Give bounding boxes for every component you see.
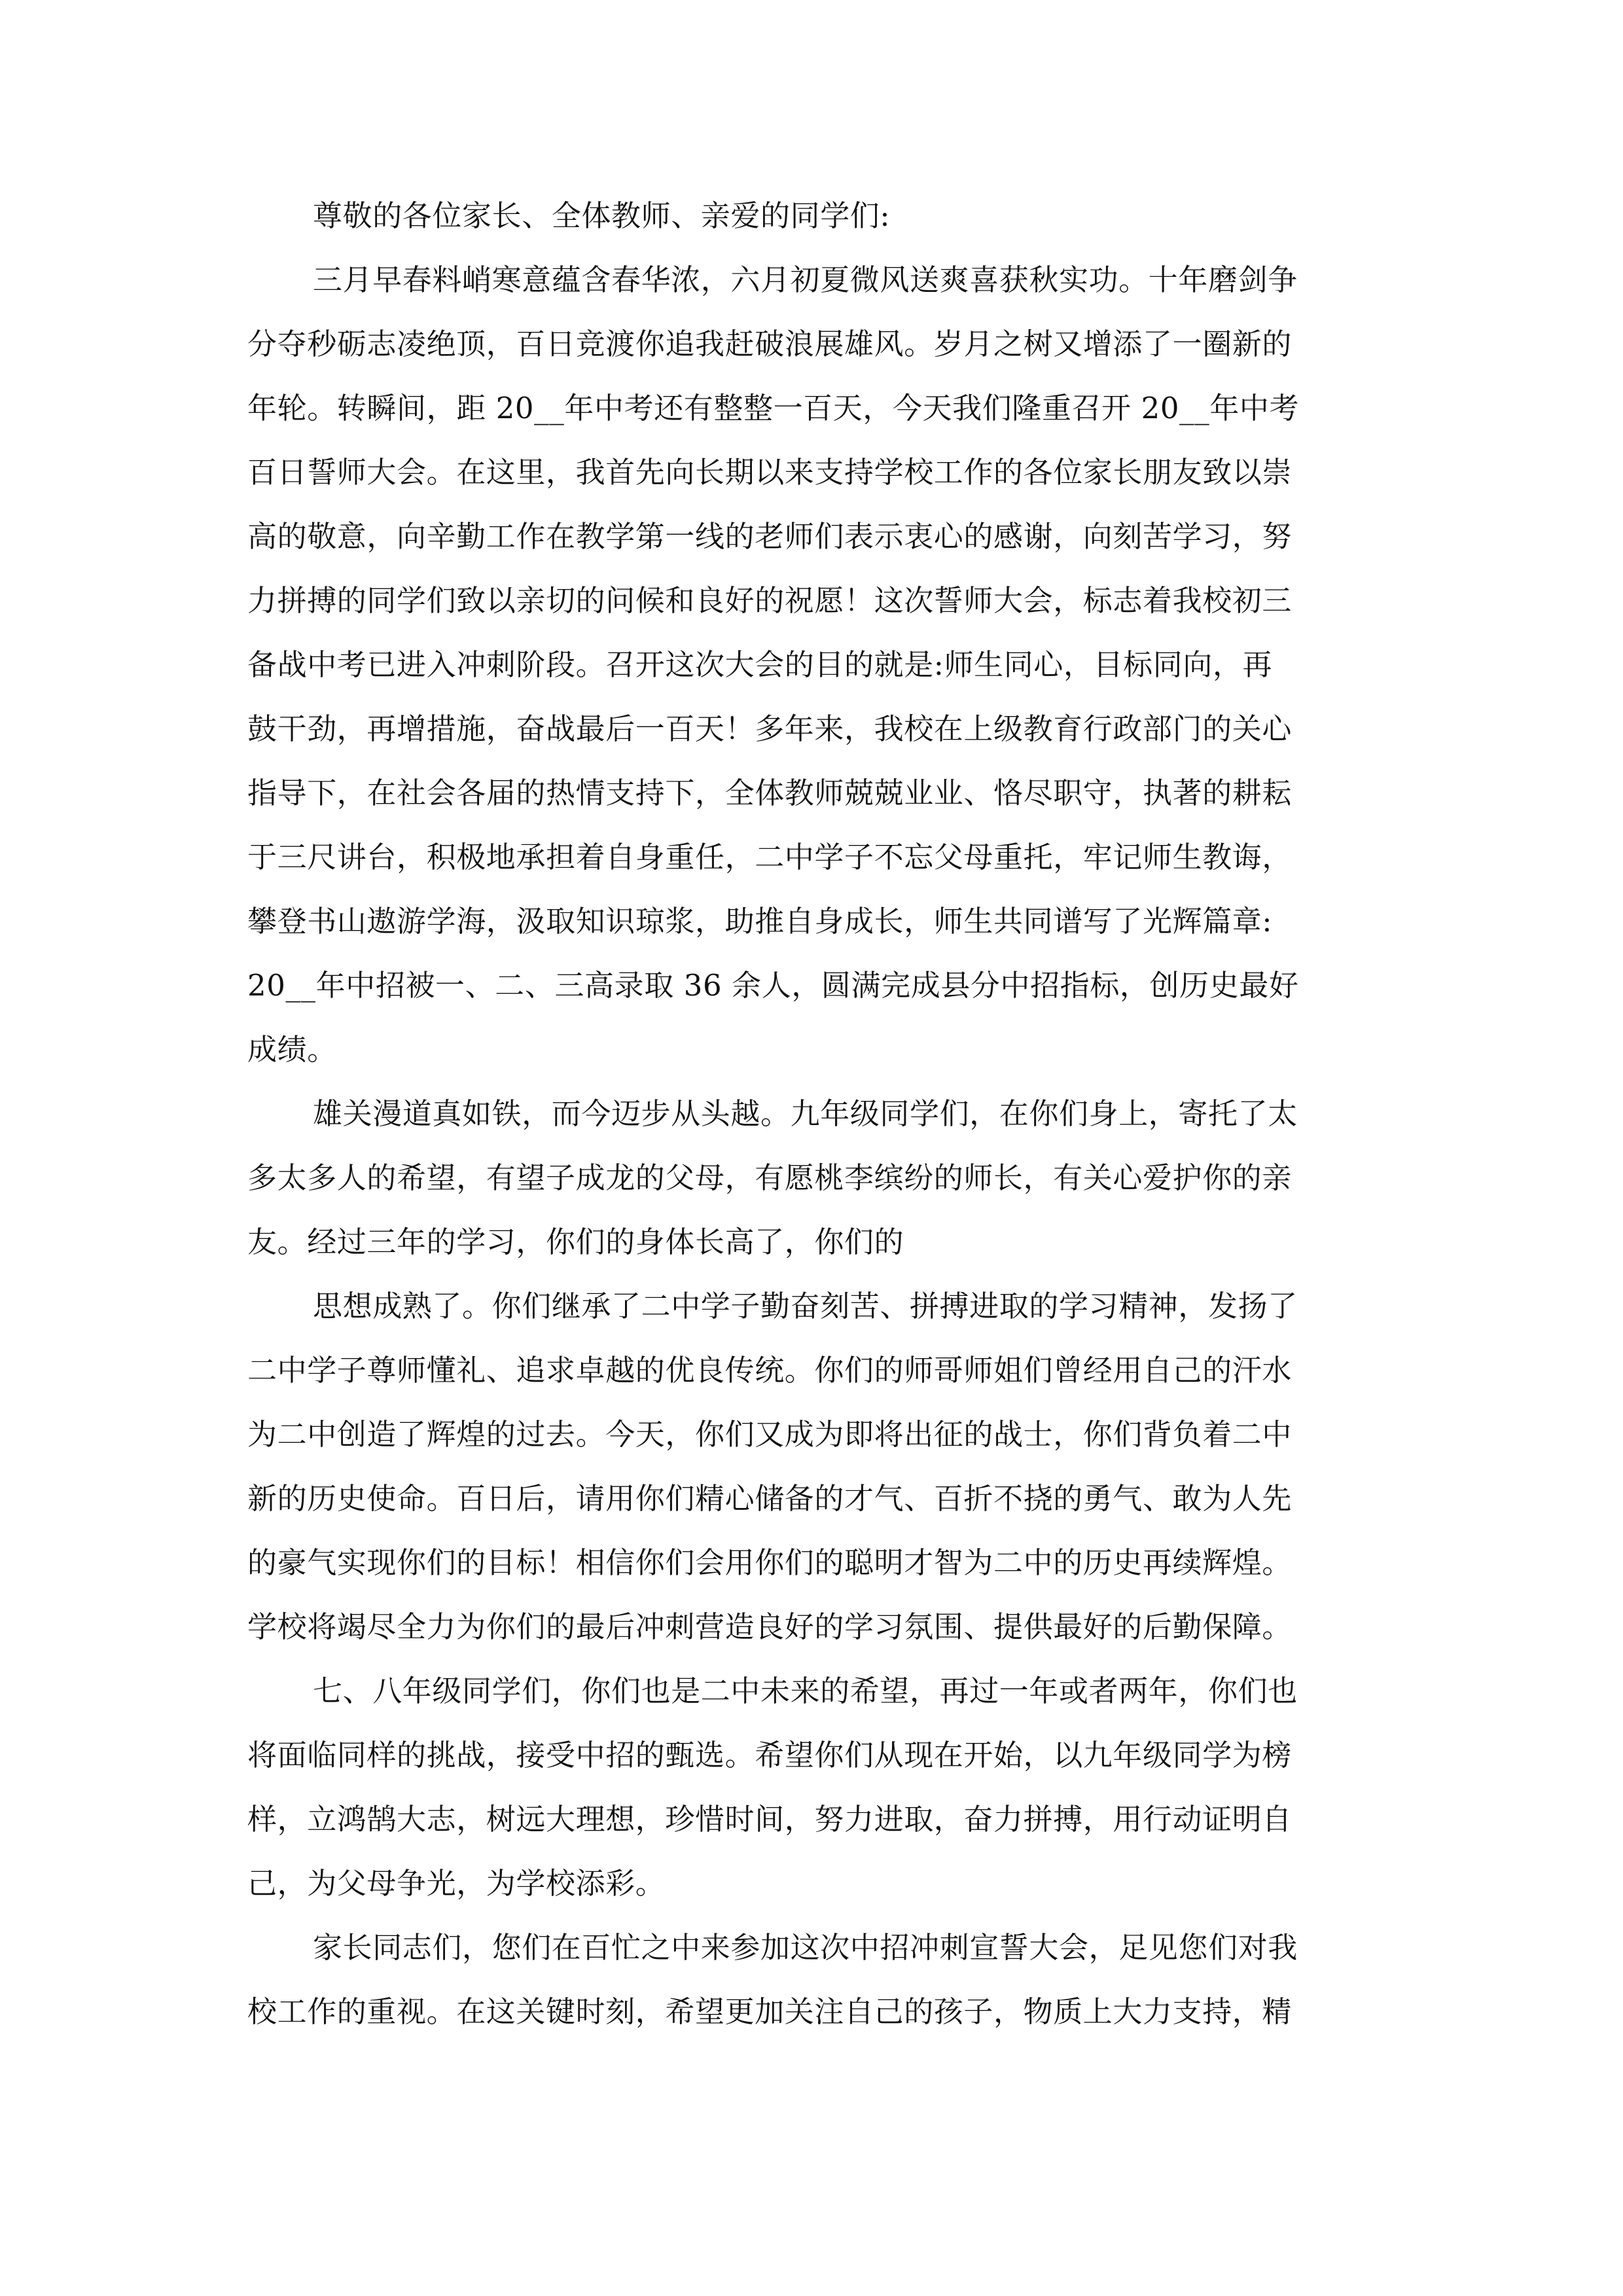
text-line: 友。经过三年的学习，你们的身体长高了，你们的 <box>247 1225 904 1259</box>
text-line: 样，立鸿鹄大志，树远大理想，珍惜时间，努力进取，奋力拼搏，用行动证明自 <box>247 1802 1293 1837</box>
text-line: 己，为父母争光，为学校添彩。 <box>247 1866 666 1901</box>
text-line: 二中学子尊师懂礼、追求卓越的优良传统。你们的师哥师姐们曾经用自己的汗水 <box>247 1353 1293 1388</box>
text-line: 将面临同样的挑战，接受中招的甄选。希望你们从现在开始，以九年级同学为榜 <box>247 1738 1293 1772</box>
text-line: 力拼搏的同学们致以亲切的问候和良好的祝愿！这次誓师大会，标志着我校初三 <box>247 583 1293 618</box>
text-line: 指导下，在社会各届的热情支持下，全体教师兢兢业业、恪尽职守，执著的耕耘 <box>247 776 1293 810</box>
text-line: 为二中创造了辉煌的过去。今天，你们又成为即将出征的战士，你们背负着二中 <box>247 1417 1293 1452</box>
salutation: 尊敬的各位家长、全体教师、亲爱的同学们: <box>313 198 891 233</box>
text-line: 备战中考已进入冲刺阶段。召开这次大会的目的就是:师生同心，目标同向，再 <box>247 647 1273 682</box>
text-line: 思想成熟了。你们继承了二中学子勤奋刻苦、拼搏进取的学习精神，发扬了 <box>313 1289 1298 1323</box>
text-line: 的豪气实现你们的目标！相信你们会用你们的聪明才智为二中的历史再续辉煌。 <box>247 1545 1293 1580</box>
text-line: 成绩。 <box>247 1032 337 1067</box>
text-line: 三月早春料峭寒意蕴含春华浓，六月初夏微风送爽喜获秋实功。十年磨剑争 <box>313 262 1298 297</box>
text-line: 多太多人的希望，有望子成龙的父母，有愿桃李缤纷的师长，有关心爱护你的亲 <box>247 1160 1293 1195</box>
text-line: 校工作的重视。在这关键时刻，希望更加关注自己的孩子，物质上大力支持，精 <box>247 1994 1293 2029</box>
text-line: 高的敬意，向辛勤工作在教学第一线的老师们表示衷心的感谢，向刻苦学习，努 <box>247 519 1293 554</box>
text-line: 攀登书山遨游学海，汲取知识琼浆，助推自身成长，师生共同谱写了光辉篇章: <box>247 904 1273 939</box>
text-line: 家长同志们，您们在百忙之中来参加这次中招冲刺宣誓大会，足见您们对我 <box>313 1930 1298 1965</box>
text-line: 雄关漫道真如铁，而今迈步从头越。九年级同学们，在你们身上，寄托了太 <box>313 1096 1298 1131</box>
text-line: 学校将竭尽全力为你们的最后冲刺营造良好的学习氛围、提供最好的后勤保障。 <box>247 1609 1293 1644</box>
text-line: 百日誓师大会。在这里，我首先向长期以来支持学校工作的各位家长朋友致以崇 <box>247 455 1293 490</box>
text-line: 年轮。转瞬间，距 20__年中考还有整整一百天，今天我们隆重召开 20__年中考 <box>247 391 1300 425</box>
text-line: 新的历史使命。百日后，请用你们精心储备的才气、百折不挠的勇气、敢为人先 <box>247 1481 1293 1516</box>
text-line: 七、八年级同学们，你们也是二中未来的希望，再过一年或者两年，你们也 <box>313 1674 1298 1708</box>
text-line: 于三尺讲台，积极地承担着自身重任，二中学子不忘父母重托，牢记师生教诲， <box>247 840 1293 874</box>
text-line: 鼓干劲，再增措施，奋战最后一百天！多年来，我校在上级教育行政部门的关心 <box>247 711 1293 746</box>
text-line: 分夺秒砺志凌绝顶，百日竞渡你追我赶破浪展雄风。岁月之树又增添了一圈新的 <box>247 327 1293 361</box>
text-line: 20__年中招被一、二、三高录取 36 余人，圆满完成县分中招指标，创历史最好 <box>247 968 1299 1003</box>
